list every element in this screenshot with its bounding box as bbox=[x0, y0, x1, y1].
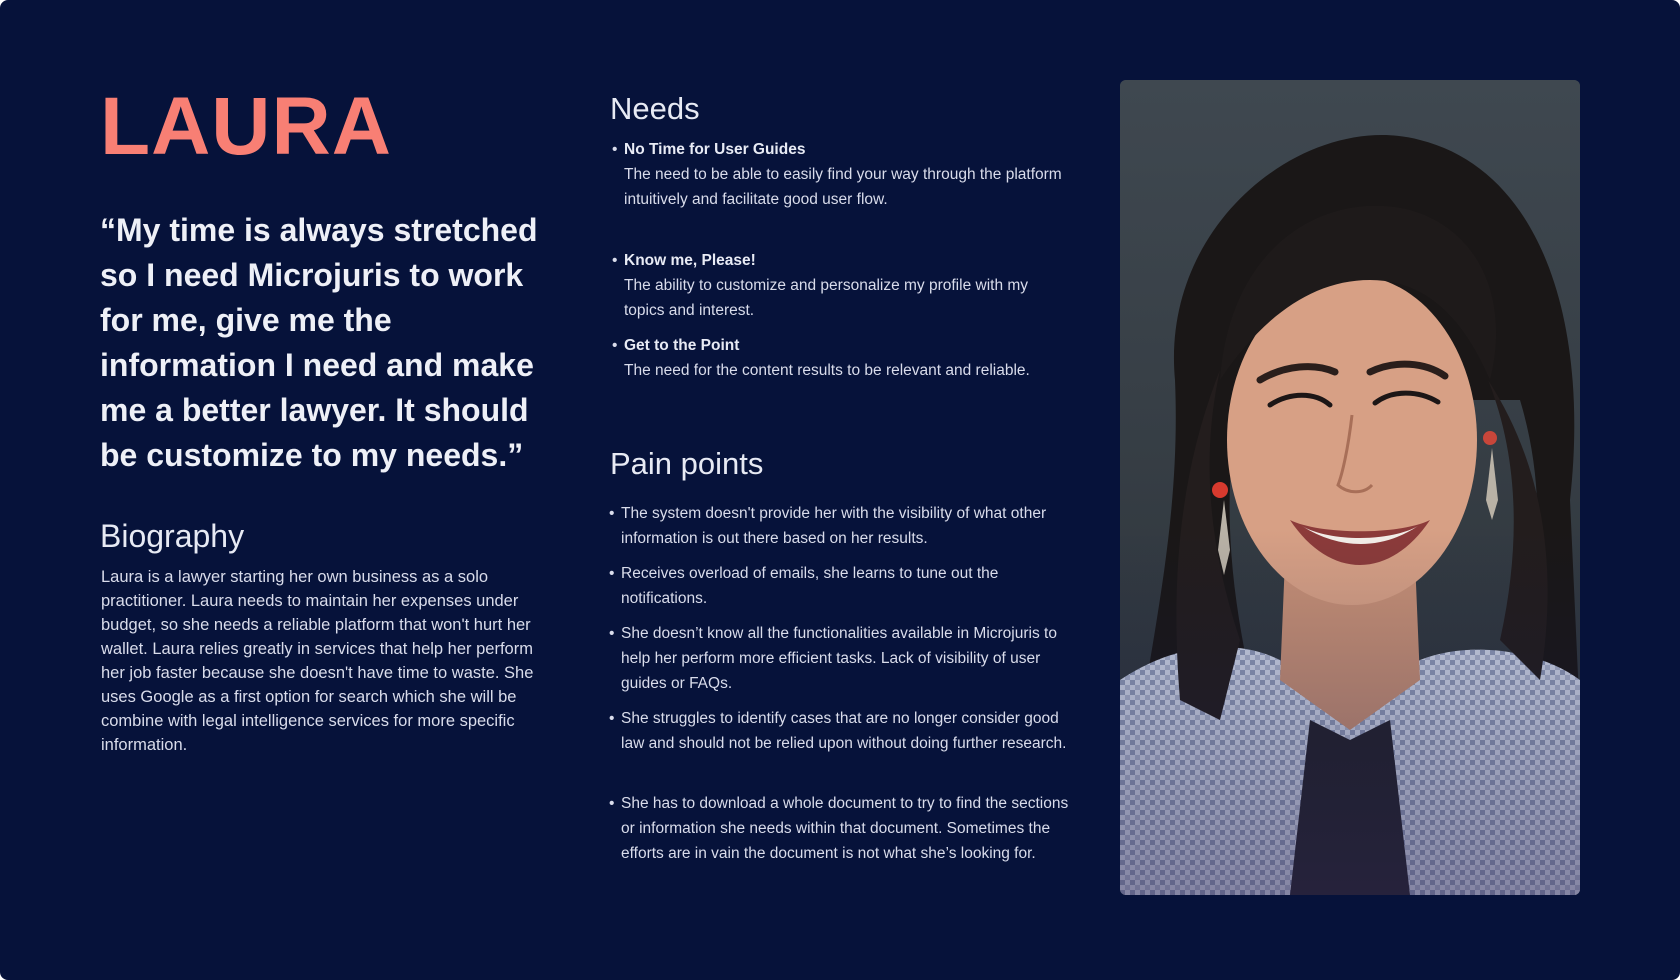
need-item bbox=[612, 333, 1072, 383]
needs-title: Needs bbox=[610, 91, 700, 126]
bullet-icon: • bbox=[609, 565, 615, 582]
pain-point-item bbox=[609, 791, 1079, 866]
pain-point-text: She doesn’t know all the functionalities available in Microjuris to help her perform more efficient tasks. Lack of visibility of user guides or FAQs. bbox=[621, 625, 1057, 692]
persona-name: LAURA bbox=[100, 81, 392, 172]
need-description: The ability to customize and personalize my profile with my topics and interest. bbox=[624, 277, 1029, 319]
bullet-icon: • bbox=[612, 252, 618, 269]
biography-title: Biography bbox=[100, 518, 245, 554]
pain-point-item bbox=[609, 706, 1079, 756]
need-item bbox=[612, 137, 1072, 212]
bullet-icon: • bbox=[609, 710, 615, 727]
need-label: Know me, Please! bbox=[624, 252, 756, 269]
bullet-icon: • bbox=[612, 141, 618, 158]
need-item bbox=[612, 248, 1072, 323]
pain-point-item bbox=[609, 621, 1079, 696]
biography-text: Laura is a lawyer starting her own business as a solo practitioner. Laura needs to maintain her expenses under budget, so she needs a reliable platform that won't hurt her wallet. Laura relies greatly in services that help her perform her job faster because she doesn't have time to waste. She uses Google as a first option for search which she will be combine with legal intelligence services for more specific information. bbox=[101, 568, 534, 754]
need-description: The need to be able to easily find your way through the platform intuitively and facilitate good user flow. bbox=[624, 166, 1062, 208]
need-label: No Time for User Guides bbox=[624, 141, 806, 158]
bullet-icon: • bbox=[609, 795, 615, 812]
pain-point-text: She has to download a whole document to try to find the sections or information she needs within that document. Sometimes the efforts are in vain the document is not what she’s looking for. bbox=[621, 795, 1069, 862]
need-description: The need for the content results to be relevant and reliable. bbox=[624, 362, 1030, 379]
pain-point-item bbox=[609, 501, 1079, 551]
pain-point-text: She struggles to identify cases that are no longer consider good law and should not be relied upon without doing further research. bbox=[621, 710, 1067, 752]
pain-point-item bbox=[609, 561, 1079, 611]
pain-point-text: Receives overload of emails, she learns to tune out the notifications. bbox=[621, 565, 999, 607]
bullet-icon: • bbox=[609, 505, 615, 522]
persona-photo bbox=[1120, 80, 1580, 895]
pain-points-title: Pain points bbox=[610, 446, 764, 481]
need-label: Get to the Point bbox=[624, 337, 740, 354]
portrait-illustration bbox=[1120, 80, 1580, 895]
pain-point-text: The system doesn't provide her with the visibility of what other information is out there based on her results. bbox=[621, 505, 1047, 547]
persona-quote: “My time is always stretched so I need Microjuris to work for me, give me the information I need and make me a better lawyer. It should be customize to my needs.” bbox=[100, 212, 538, 473]
bullet-icon: • bbox=[609, 625, 615, 642]
bullet-icon: • bbox=[612, 337, 618, 354]
